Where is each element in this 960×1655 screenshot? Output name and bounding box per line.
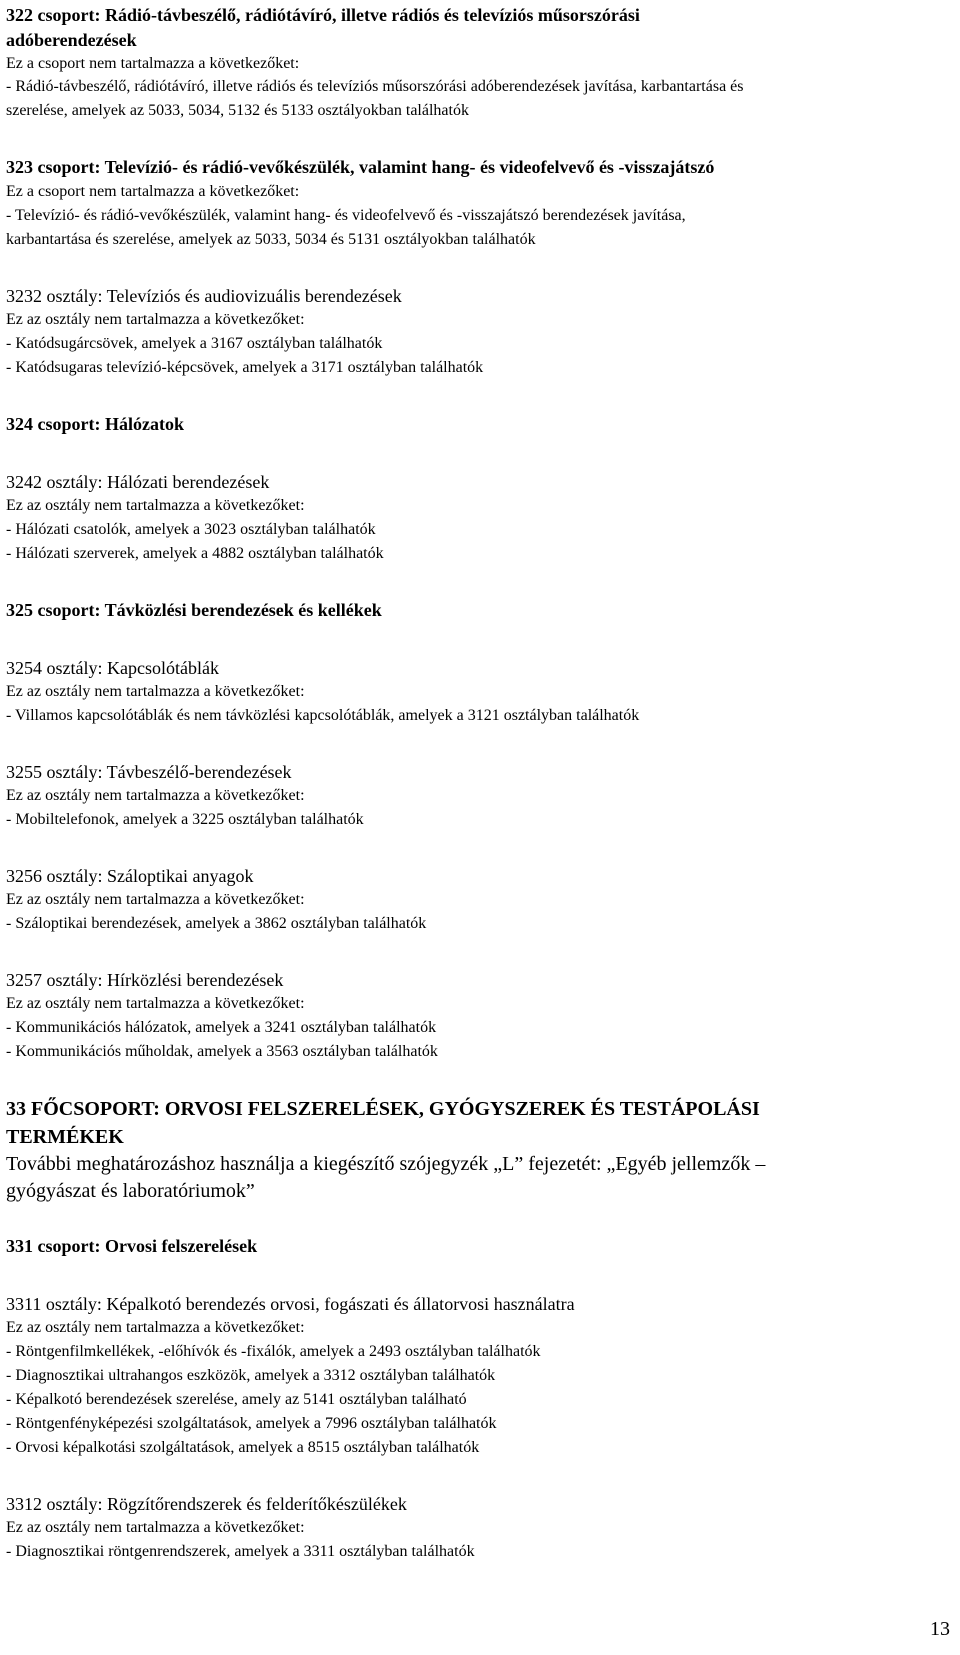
heading-line: További meghatározáshoz használja a kiegészítő szójegyzék „L” fejezetét: „Egyéb jellemzők – bbox=[6, 1153, 766, 1175]
heading-line: 33 FŐCSOPORT: ORVOSI FELSZERELÉSEK, GYÓGYSZEREK ÉS TESTÁPOLÁSI bbox=[6, 1098, 760, 1120]
page-number: 13 bbox=[930, 1618, 950, 1640]
text-line: - Diagnosztikai röntgenrendszerek, amelyek a 3311 osztályban találhatók bbox=[6, 1543, 475, 1560]
text-line: - Száloptikai berendezések, amelyek a 3862 osztályban találhatók bbox=[6, 915, 427, 932]
text-line: - Televízió- és rádió-vevőkészülék, valamint hang- és videofelvevő és -visszajátszó berendezések javítása, bbox=[6, 207, 686, 224]
text-line: karbantartása és szerelése, amelyek az 5033, 5034 és 5131 osztályokban találhatók bbox=[6, 231, 536, 248]
text-line: - Katódsugárcsövek, amelyek a 3167 osztályban találhatók bbox=[6, 335, 383, 352]
heading-line: adóberendezések bbox=[6, 30, 137, 50]
text-line: Ez az osztály nem tartalmazza a következőket: bbox=[6, 311, 305, 328]
text-line: Ez az osztály nem tartalmazza a következőket: bbox=[6, 1319, 305, 1336]
heading-line: 3255 osztály: Távbeszélő-berendezések bbox=[6, 762, 292, 782]
text-line: - Röntgenfilmkellékek, -előhívók és -fixálók, amelyek a 2493 osztályban találhatók bbox=[6, 1343, 541, 1360]
heading-line: 3256 osztály: Száloptikai anyagok bbox=[6, 866, 254, 886]
heading-line: 3242 osztály: Hálózati berendezések bbox=[6, 472, 270, 492]
text-line: - Rádió-távbeszélő, rádiótávíró, illetve rádiós és televíziós műsorszórási adóberendezések javítása, karbantartása és bbox=[6, 78, 744, 95]
text-line: - Hálózati csatolók, amelyek a 3023 osztályban találhatók bbox=[6, 521, 376, 538]
text-line: Ez az osztály nem tartalmazza a következőket: bbox=[6, 1519, 305, 1536]
text-line: - Villamos kapcsolótáblák és nem távközlési kapcsolótáblák, amelyek a 3121 osztályban találhatók bbox=[6, 707, 640, 724]
heading-line: 3257 osztály: Hírközlési berendezések bbox=[6, 970, 284, 990]
text-line: - Kommunikációs hálózatok, amelyek a 3241 osztályban találhatók bbox=[6, 1019, 437, 1036]
text-line: szerelése, amelyek az 5033, 5034, 5132 és 5133 osztályokban találhatók bbox=[6, 102, 469, 119]
text-line: - Kommunikációs műholdak, amelyek a 3563 osztályban találhatók bbox=[6, 1043, 438, 1060]
heading-line: gyógyászat és laboratóriumok” bbox=[6, 1180, 255, 1202]
text-line: - Diagnosztikai ultrahangos eszközök, amelyek a 3312 osztályban találhatók bbox=[6, 1367, 496, 1384]
text-line: Ez az osztály nem tartalmazza a következőket: bbox=[6, 683, 305, 700]
text-line: Ez a csoport nem tartalmazza a következőket: bbox=[6, 55, 300, 72]
heading-line: TERMÉKEK bbox=[6, 1126, 124, 1148]
heading-line: 323 csoport: Televízió- és rádió-vevőkészülék, valamint hang- és videofelvevő és -visszajátszó bbox=[6, 157, 715, 177]
heading-line: 3232 osztály: Televíziós és audiovizuális berendezések bbox=[6, 286, 402, 306]
text-line: - Hálózati szerverek, amelyek a 4882 osztályban találhatók bbox=[6, 545, 384, 562]
text-line: - Mobiltelefonok, amelyek a 3225 osztályban találhatók bbox=[6, 811, 364, 828]
heading-line: 331 csoport: Orvosi felszerelések bbox=[6, 1236, 258, 1256]
text-line: - Katódsugaras televízió-képcsövek, amelyek a 3171 osztályban találhatók bbox=[6, 359, 484, 376]
heading-line: 325 csoport: Távközlési berendezések és kellékek bbox=[6, 600, 382, 620]
heading-line: 3254 osztály: Kapcsolótáblák bbox=[6, 658, 219, 678]
text-line: Ez az osztály nem tartalmazza a következőket: bbox=[6, 891, 305, 908]
text-line: Ez az osztály nem tartalmazza a következőket: bbox=[6, 995, 305, 1012]
heading-line: 3311 osztály: Képalkotó berendezés orvosi, fogászati és állatorvosi használatra bbox=[6, 1294, 575, 1314]
heading-line: 324 csoport: Hálózatok bbox=[6, 414, 184, 434]
text-line: - Orvosi képalkotási szolgáltatások, amelyek a 8515 osztályban találhatók bbox=[6, 1439, 480, 1456]
text-line: Ez a csoport nem tartalmazza a következőket: bbox=[6, 183, 300, 200]
text-line: Ez az osztály nem tartalmazza a következőket: bbox=[6, 787, 305, 804]
text-line: - Képalkotó berendezések szerelése, amely az 5141 osztályban található bbox=[6, 1391, 467, 1408]
text-line: - Röntgenfényképezési szolgáltatások, amelyek a 7996 osztályban találhatók bbox=[6, 1415, 497, 1432]
heading-line: 322 csoport: Rádió-távbeszélő, rádiótávíró, illetve rádiós és televíziós műsorszórási bbox=[6, 5, 640, 25]
text-line: Ez az osztály nem tartalmazza a következőket: bbox=[6, 497, 305, 514]
heading-line: 3312 osztály: Rögzítőrendszerek és felderítőkészülékek bbox=[6, 1494, 407, 1514]
